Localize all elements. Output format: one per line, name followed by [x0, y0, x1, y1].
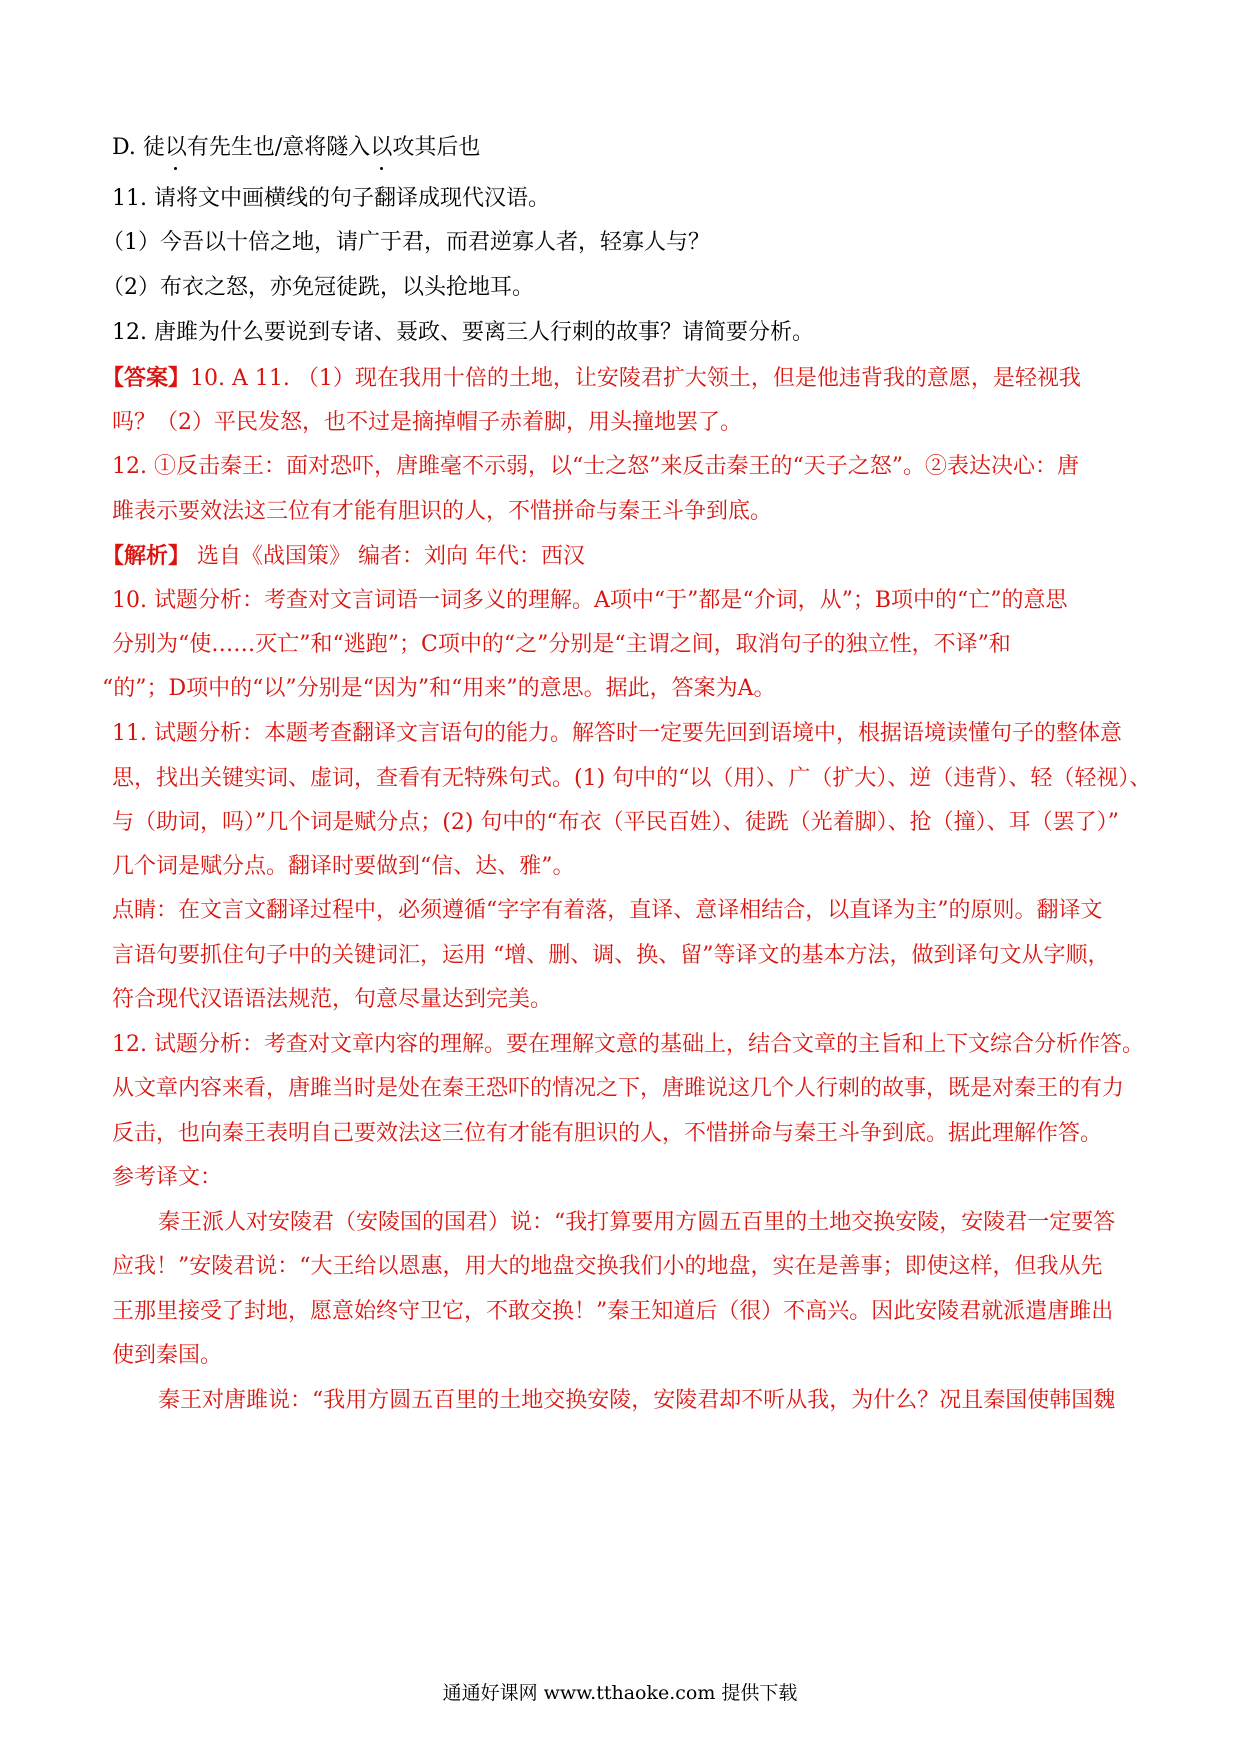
analysis-11-line-2: 思，找出关键实词、虚词，查看有无特殊句式。(1) 句中的“以（用）、广（扩大）、逆（违背）、轻（轻视）、	[112, 766, 1152, 791]
translation-p1-line-2: 应我！”安陵君说：“大王给以恩惠，用大的地盘交换我们小的地盘，实在是善事；即使这样，但我从先	[112, 1254, 1103, 1279]
analysis-12-line-1: 12. 试题分析：考查对文章内容的理解。要在理解文意的基础上，结合文章的主旨和上下文综合分析作答。	[112, 1032, 1144, 1057]
emphasized-char-1: 以	[165, 133, 187, 163]
analysis-10-line-1: 10. 试题分析：考查对文言词语一词多义的理解。A项中“于”都是“介词，从”；B项中的“亡”的意思	[112, 588, 1068, 613]
q11-stem: 11. 请将文中画横线的句子翻译成现代汉语。	[112, 186, 550, 211]
translation-p1-line-4: 使到秦国。	[112, 1343, 223, 1368]
option-label: D.	[112, 135, 136, 160]
page-footer: 通通好课网 www.tthaoke.com 提供下载	[442, 1682, 798, 1704]
answer-line-1	[102, 363, 1122, 394]
tip-line-3: 符合现代汉语语法规范，句意尽量达到完美。	[112, 987, 553, 1012]
answer-tag: 【答案】	[102, 365, 191, 391]
tip-line-2: 言语句要抓住句子中的关键词汇，运用 “增、删、调、换、留”等译文的基本方法，做到译句文从字顺，	[112, 943, 1110, 968]
q11-sentence-2: （2）布衣之怒，亦免冠徒跣，以头抢地耳。	[102, 275, 534, 300]
translation-p1-line-1: 秦王派人对安陵君（安陵国的国君）说：“我打算要用方圆五百里的土地交换安陵，安陵君一定要答	[158, 1210, 1116, 1235]
answer-line-4: 雎表示要效法这三位有才能有胆识的人，不惜拼命与秦王斗争到底。	[112, 499, 773, 524]
analysis-11-line-4: 几个词是赋分点。翻译时要做到“信、达、雅”。	[112, 854, 575, 879]
tip-line-1: 点睛：在文言文翻译过程中，必须遵循“字字有着落，直译、意译相结合，以直译为主”的原则。翻译文	[112, 898, 1103, 923]
analysis-12-line-2: 从文章内容来看，唐雎当时是处在秦王恐吓的情况之下，唐雎说这几个人行刺的故事，既是对秦王的有力	[112, 1076, 1125, 1101]
translation-p2-line-1: 秦王对唐雎说：“我用方圆五百里的土地交换安陵，安陵君却不听从我，为什么？况且秦国使韩国魏	[158, 1388, 1116, 1413]
answer-line-3: 12. ①反击秦王：面对恐吓，唐雎毫不示弱，以“士之怒”来反击秦王的“天子之怒”。②表达决心：唐	[112, 454, 1079, 479]
q10-option-d	[112, 133, 1132, 163]
analysis-tag: 【解析】	[102, 543, 191, 569]
translation-p1-line-3: 王那里接受了封地，愿意始终守卫它，不敢交换！”秦王知道后（很）不高兴。因此安陵君就派遣唐雎出	[112, 1299, 1114, 1324]
answer-text-1: 10. A 11. （1）现在我用十倍的土地，让安陵君扩大领土，但是他违背我的意愿，是轻视我	[190, 366, 1081, 391]
option-text-3: 攻其后也	[392, 135, 481, 160]
translation-heading: 参考译文：	[112, 1165, 223, 1190]
q12-stem: 12. 唐雎为什么要说到专诸、聂政、要离三人行刺的故事？请简要分析。	[112, 320, 814, 345]
analysis-10-line-3: “的”；D项中的“以”分别是“因为”和“用来”的意思。据此，答案为A。	[102, 676, 776, 701]
analysis-source-text: 选自《战国策》 编者：刘向 年代：西汉	[197, 544, 586, 569]
option-text-1: 徒	[142, 135, 165, 160]
emphasized-char-2: 以	[370, 133, 392, 163]
analysis-11-line-3: 与（助词，吗）”几个词是赋分点；(2) 句中的“布衣（平民百姓）、徒跣（光着脚）、抢（撞）、耳（罢了）”	[112, 810, 1119, 835]
analysis-11-line-1: 11. 试题分析：本题考查翻译文言语句的能力。解答时一定要先回到语境中，根据语境读懂句子的整体意	[112, 721, 1122, 746]
option-text-2: 有先生也/意将隧入	[186, 135, 371, 160]
answer-line-2: 吗？（2）平民发怒，也不过是摘掉帽子赤着脚，用头撞地罢了。	[112, 410, 742, 435]
analysis-12-line-3: 反击，也向秦王表明自己要效法这三位有才能有胆识的人，不惜拼命与秦王斗争到底。据此理解作答。	[112, 1121, 1103, 1146]
q11-sentence-1: （1）今吾以十倍之地，请广于君，而君逆寡人者，轻寡人与？	[102, 230, 710, 255]
analysis-source	[102, 541, 1122, 572]
analysis-10-line-2: 分别为“使……灭亡”和“逃跑”；C项中的“之”分别是“主谓之间，取消句子的独立性，不译”和	[112, 632, 1011, 657]
